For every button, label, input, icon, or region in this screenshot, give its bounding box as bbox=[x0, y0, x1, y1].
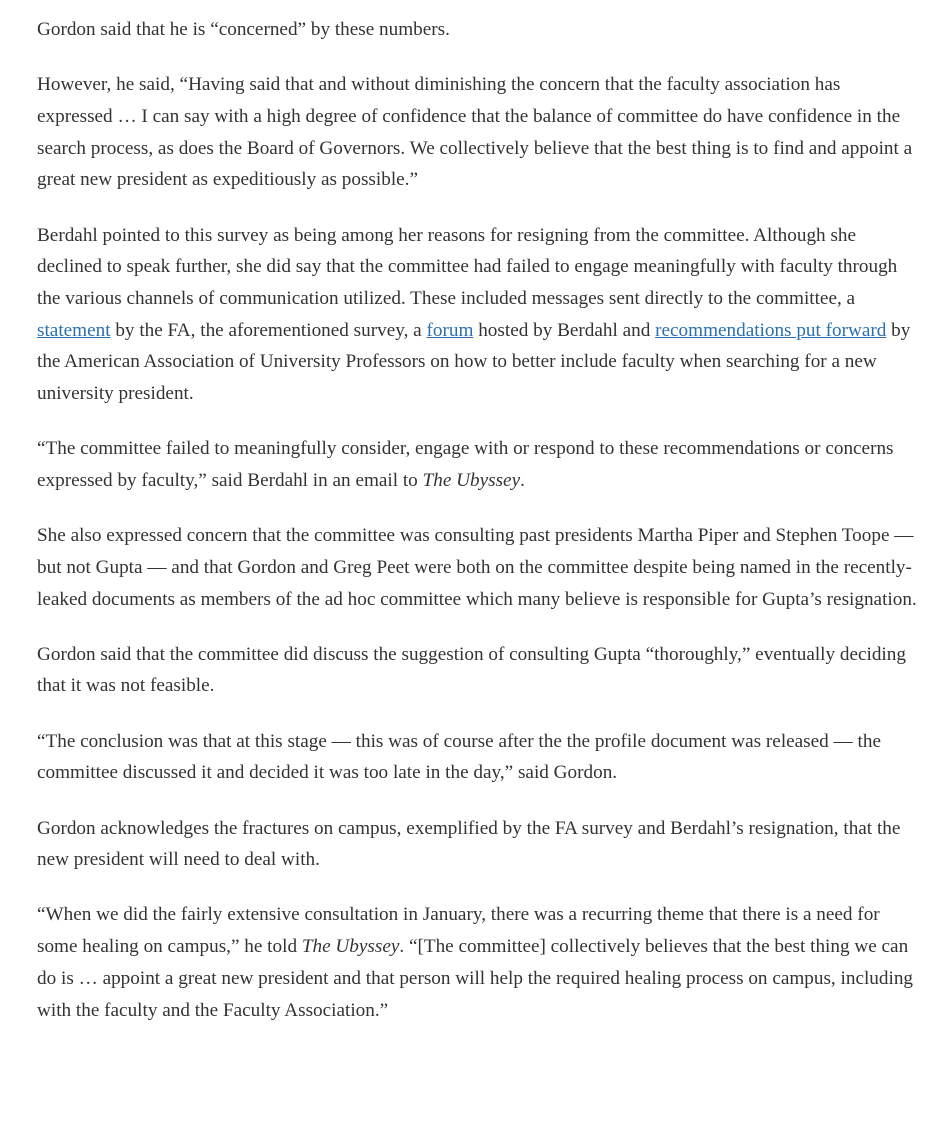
paragraph-text: “The committee failed to meaningfully consider, engage with or respond to these recommendations or concerns expressed by faculty,” said Berdahl in an email to bbox=[37, 438, 894, 491]
statement-link[interactable]: statement bbox=[37, 319, 111, 341]
publication-name: The Ubyssey bbox=[422, 469, 521, 491]
paragraph-text: . bbox=[520, 469, 525, 491]
paragraph-gordon-quote: However, he said, “Having said that and without diminishing the concern that the faculty association has expressed … I can say with a high degree of confidence that the balance of committee do have confidence in the search process, as does the Board of Governors. We collectively believe that the best thing is to find and appoint a great new president as expeditiously as possible.” bbox=[37, 74, 913, 191]
paragraph-concerned: Gordon said that he is “concerned” by these numbers. bbox=[37, 19, 450, 40]
article-body bbox=[37, 14, 917, 1050]
recommendations-link[interactable]: recommendations put forward bbox=[655, 319, 887, 341]
forum-link[interactable]: forum bbox=[426, 319, 474, 341]
paragraph-text: by the FA, the aforementioned survey, a bbox=[110, 319, 427, 341]
paragraph-healing-quote bbox=[37, 899, 917, 1026]
paragraph-berdahl-reasons bbox=[37, 220, 917, 410]
paragraph-conclusion-quote: “The conclusion was that at this stage — this was of course after the the profile document was released — the committee discussed it and decided it was too late in the day,” said Gordon. bbox=[37, 730, 881, 784]
paragraph-text: hosted by Berdahl and bbox=[473, 319, 656, 341]
paragraph-berdahl-quote bbox=[37, 433, 917, 496]
paragraph-fractures: Gordon acknowledges the fractures on campus, exemplified by the FA survey and Berdahl’s resignation, that the new president will need to deal with. bbox=[37, 817, 901, 871]
paragraph-consulting-gupta: Gordon said that the committee did discuss the suggestion of consulting Gupta “thoroughly,” eventually deciding that it was not feasible. bbox=[37, 643, 906, 697]
paragraph-text: Berdahl pointed to this survey as being among her reasons for resigning from the committee. Although she declined to speak further, she did say that the committee had failed to engage meaningfully with faculty through the various channels of communication utilized. These included messages sent directly to the committee, a bbox=[37, 224, 898, 309]
publication-name: The Ubyssey bbox=[301, 936, 400, 958]
paragraph-past-presidents: She also expressed concern that the committee was consulting past presidents Martha Piper and Stephen Toope — but not Gupta — and that Gordon and Greg Peet were both on the committee despite being named in the recently-leaked documents as members of the ad hoc committee which many believe is responsible for Gupta’s resignation. bbox=[37, 525, 917, 610]
paragraph-text: . “[The committee] collectively believes that the best thing we can do is … appoint a great new president and that person will help the required healing process on campus, including with the faculty and the Faculty Association.” bbox=[37, 936, 914, 1021]
paragraph-text: by the American Association of University Professors on how to better include faculty when searching for a new university president. bbox=[37, 319, 911, 405]
paragraph-text: “When we did the fairly extensive consultation in January, there was a recurring theme that there is a need for some healing on campus,” he told bbox=[37, 904, 880, 958]
